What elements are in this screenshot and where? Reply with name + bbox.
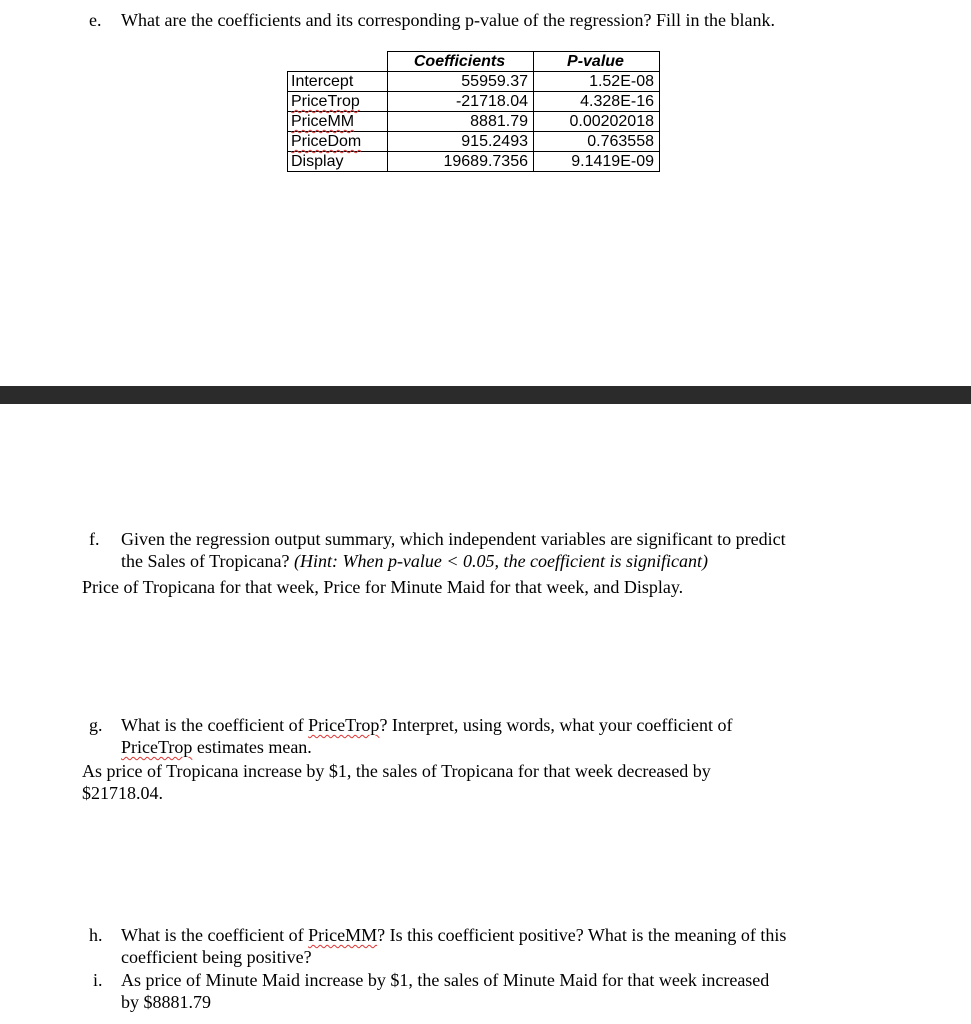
- row-label: PriceDom: [291, 133, 362, 150]
- row-pvalue: 9.1419E-09: [534, 152, 660, 172]
- question-h-line2: coefficient being positive?: [121, 947, 312, 967]
- table-row: [288, 72, 660, 92]
- question-f-line2: [121, 550, 941, 572]
- answer-g-line1: As price of Tropicana increase by $1, the sales of Tropicana for that week decreased by: [82, 761, 711, 781]
- table-row: [288, 92, 660, 112]
- question-i-marker: i.: [93, 970, 103, 990]
- question-h-line1-post: ? Is this coefficient positive? What is the meaning of this: [377, 925, 787, 945]
- row-coefficient: 915.2493: [388, 132, 534, 152]
- row-coefficient: -21718.04: [388, 92, 534, 112]
- question-h-line1-pre: What is the coefficient of: [121, 925, 309, 945]
- question-g-line1-post: ? Interpret, using words, what your coefficient of: [379, 715, 733, 735]
- regression-table: [287, 51, 660, 172]
- table-row: [288, 152, 660, 172]
- table-row: [288, 112, 660, 132]
- row-label: Intercept: [288, 72, 388, 92]
- question-h: [89, 924, 949, 968]
- table-header-coefficients: Coefficients: [388, 52, 534, 72]
- question-i-line1: As price of Minute Maid increase by $1, the sales of Minute Maid for that week increased: [121, 970, 770, 990]
- table-header-pvalue: P-value: [534, 52, 660, 72]
- term-pricetrop: PriceTrop: [121, 737, 193, 757]
- row-label: PriceTrop: [291, 93, 360, 110]
- term-pricetrop: PriceTrop: [308, 715, 380, 735]
- row-coefficient: 55959.37: [388, 72, 534, 92]
- question-i-line2: by $8881.79: [121, 992, 211, 1012]
- question-e-marker: e.: [89, 10, 102, 30]
- row-coefficient: 19689.7356: [388, 152, 534, 172]
- page-divider: [0, 386, 971, 404]
- row-pvalue: 0.00202018: [534, 112, 660, 132]
- question-g-line1-pre: What is the coefficient of: [121, 715, 309, 735]
- question-f-line1: Given the regression output summary, which independent variables are significant to predict: [121, 529, 786, 549]
- question-g: [89, 714, 949, 758]
- table-row: [288, 132, 660, 152]
- question-i: [89, 969, 949, 1013]
- row-pvalue: 1.52E-08: [534, 72, 660, 92]
- term-pricemm: PriceMM: [308, 925, 378, 945]
- question-h-line1: [121, 924, 941, 946]
- question-f-line2-text: the Sales of Tropicana?: [121, 551, 294, 571]
- answer-g-line2: $21718.04.: [82, 783, 163, 803]
- answer-g: [82, 760, 942, 804]
- row-pvalue: 0.763558: [534, 132, 660, 152]
- row-coefficient: 8881.79: [388, 112, 534, 132]
- answer-f: Price of Tropicana for that week, Price for Minute Maid for that week, and Display.: [82, 577, 684, 597]
- question-e: [89, 9, 949, 31]
- question-g-line1: [121, 714, 941, 736]
- question-f: [89, 528, 949, 572]
- table-header-row: [288, 52, 660, 72]
- question-f-hint: (Hint: When p-value < 0.05, the coefficient is significant): [293, 551, 709, 571]
- row-pvalue: 4.328E-16: [534, 92, 660, 112]
- table-header-blank: [288, 52, 388, 72]
- question-f-marker: f.: [89, 529, 100, 549]
- question-g-line2-post: estimates mean.: [192, 737, 312, 757]
- question-g-marker: g.: [89, 715, 103, 735]
- question-g-line2: [121, 736, 941, 758]
- question-e-text: What are the coefficients and its corresponding p-value of the regression? Fill in the blank.: [121, 10, 775, 30]
- question-h-marker: h.: [89, 925, 103, 945]
- row-label: PriceMM: [291, 113, 355, 130]
- row-label: Display: [288, 152, 388, 172]
